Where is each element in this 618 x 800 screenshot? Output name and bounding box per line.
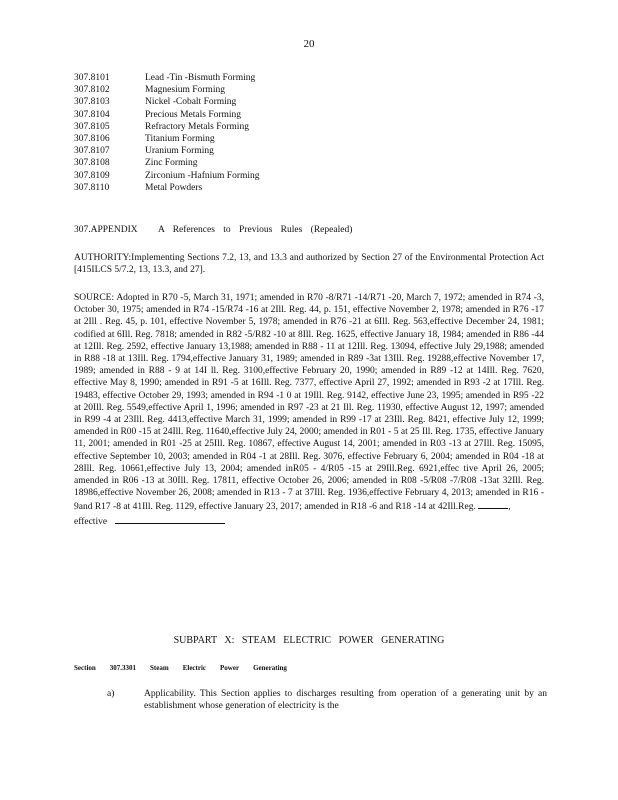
section-number: 307.8110 — [74, 182, 110, 193]
section-number: 307.8108 — [74, 158, 110, 169]
subsection-label: a) — [107, 689, 115, 699]
blank-line — [478, 499, 508, 509]
section-list-item — [74, 72, 554, 84]
subsection-text: Applicability. This Section applies to discharges resulting from operation of a generating unit by an establishment whose generation of electricity is the — [144, 689, 547, 712]
page-number: 20 — [303, 38, 315, 50]
section-number: 307.8101 — [74, 73, 110, 83]
section-title: Uranium Forming — [145, 146, 214, 157]
appendix-entry — [74, 224, 544, 236]
section-title: Refractory Metals Forming — [145, 121, 249, 132]
section-title: Nickel -Cobalt Forming — [145, 97, 237, 108]
section-title: Zirconium -Hafnium Forming — [145, 170, 260, 181]
section-list-item — [74, 170, 554, 182]
section-title: Zinc Forming — [145, 158, 198, 169]
section-number: 307.8103 — [74, 97, 110, 108]
section-list — [74, 72, 554, 194]
subpart-heading: SUBPART X: STEAM ELECTRIC POWER GENERATING — [173, 635, 445, 646]
section-number: 307.8107 — [74, 146, 110, 157]
section-number: 307.8104 — [74, 109, 110, 120]
section-list-item — [74, 109, 554, 121]
source-note — [74, 292, 544, 528]
source-effective-label: effective — [74, 516, 108, 527]
section-heading-word: Power — [220, 664, 240, 672]
section-heading-number: 307.3301 — [109, 664, 137, 672]
authority-note: AUTHORITY:Implementing Sections 7.2, 13, and 13.3 and authorized by Section 27 of the Environmental Protection Act [415ILCS 5/7.2, 13, 13.3, and 27]. — [74, 253, 544, 276]
section-number: 307.8102 — [74, 85, 110, 96]
section-heading-word: Steam — [150, 664, 169, 672]
source-end-punctuation: , — [508, 502, 511, 513]
subsection-a — [107, 688, 547, 712]
section-number: 307.8109 — [74, 170, 110, 181]
appendix-number: 307.APPENDIX — [74, 225, 138, 235]
section-list-item — [74, 84, 554, 96]
section-list-item — [74, 145, 554, 157]
section-list-item — [74, 157, 554, 169]
section-heading-word: Generating — [253, 664, 287, 672]
section-title: Metal Powders — [145, 182, 203, 193]
source-text: SOURCE: Adopted in R70 -5, March 31, 1971; amended in R70 -8/R71 -14/R71 -20, March 7, 1972; amended in R74 -3, October 30, 1975; amended in R74 -15/R74 -16 at 2Ill. Reg. 44, p. 151, effective November 2, 1978; amended in R76 -17 at 2Ill . Reg. 45, p. 101, effective November 5, 1978; amended in R76 -21 at 6Ill. Reg. 563,effective December 24, 1981; codified at 6Ill. Reg. 7818; amended in R82 -5/R82 -10 at 8Ill. Reg. 1625, effective January 18, 1984; amended in R86 -44 at 12Ill. Reg. 2592, effective January 13,1988; amended in R88 - 11 at 12Ill. Reg. 13094, effective July 29,1988; amended in R88 -18 at 13Ill. Reg. 1794,effective January 31, 1989; amended in R89 -3at 13Ill. Reg. 19288,effective November 17, 1989; amended in R88 - 9 at 14I ll. Reg. 3100,effective February 20, 1990; amended in R89 -12 at 14Ill. Reg. 7620, effective May 8, 1990; amended in R91 -5 at 16Ill. Reg. 7377, effective April 27, 1992; amended in R93 -2 at 17Ill. Reg. 19483, effective October 29, 1993; amended in R94 -1 0 at 19Ill. Reg. 9142, effective June 23, 1995; amended in R95 -22 at 20Ill. Reg. 5549,effective April 1, 1996; amended in R97 -23 at 21 Ill. Reg. 11930, effective August 12, 1997; amended in R99 -4 at 23Ill. Reg. 4413,effective March 31, 1999; amended in R99 -17 at 23Ill. Reg. 8421, effective July 12, 1999; amended in R00 -15 at 24Ill. Reg. 11640,effective July 24, 2000; amended in R01 - 5 at 25 Ill. Reg. 1735, effective January 11, 2001; amended in R01 -25 at 25Ill. Reg. 10867, effective August 14, 2001; amended in R03 -13 at 27Ill. Reg. 15095, effective September 10, 2003; amended in R04 -1 at 28Ill. Reg. 3076, effective February 6, 2004; amended in R04 -18 at 28Ill. Reg. 10661,effective July 13, 2004; amended inR05 - 4/R05 -15 at 29Ill.Reg. 6921,effec tive April 26, 2005; amended in R06 -13 at 30Ill. Reg. 17811, effective October 26, 2006; amended in R08 -5/R08 -7/R08 -13at 32Ill. Reg. 18986,effective November 26, 2008; amended in R13 - 7 at 37Ill. Reg. 1936,effective February 4, 2013; amended in R16 - 9and R17 -8 at 41Ill. Reg. 1129, effective January 23, 2017; amended in R18 -6 and R18 -14 at 42Ill.Reg. — [74, 293, 544, 513]
appendix-title: A References to Previous Rules (Repealed) — [158, 225, 353, 235]
section-list-item — [74, 133, 554, 145]
section-title: Titanium Forming — [145, 133, 215, 144]
section-title: Lead -Tin -Bismuth Forming — [145, 73, 256, 83]
section-heading-label: Section — [74, 664, 96, 672]
blank-line — [115, 514, 225, 524]
section-number: 307.8106 — [74, 133, 110, 144]
section-list-item — [74, 96, 554, 108]
section-list-item — [74, 121, 554, 133]
section-heading — [74, 662, 287, 674]
section-title: Magnesium Forming — [145, 85, 225, 96]
section-title: Precious Metals Forming — [145, 109, 242, 120]
section-number: 307.8105 — [74, 121, 110, 132]
section-list-item — [74, 182, 554, 194]
section-heading-word: Electric — [182, 664, 207, 672]
